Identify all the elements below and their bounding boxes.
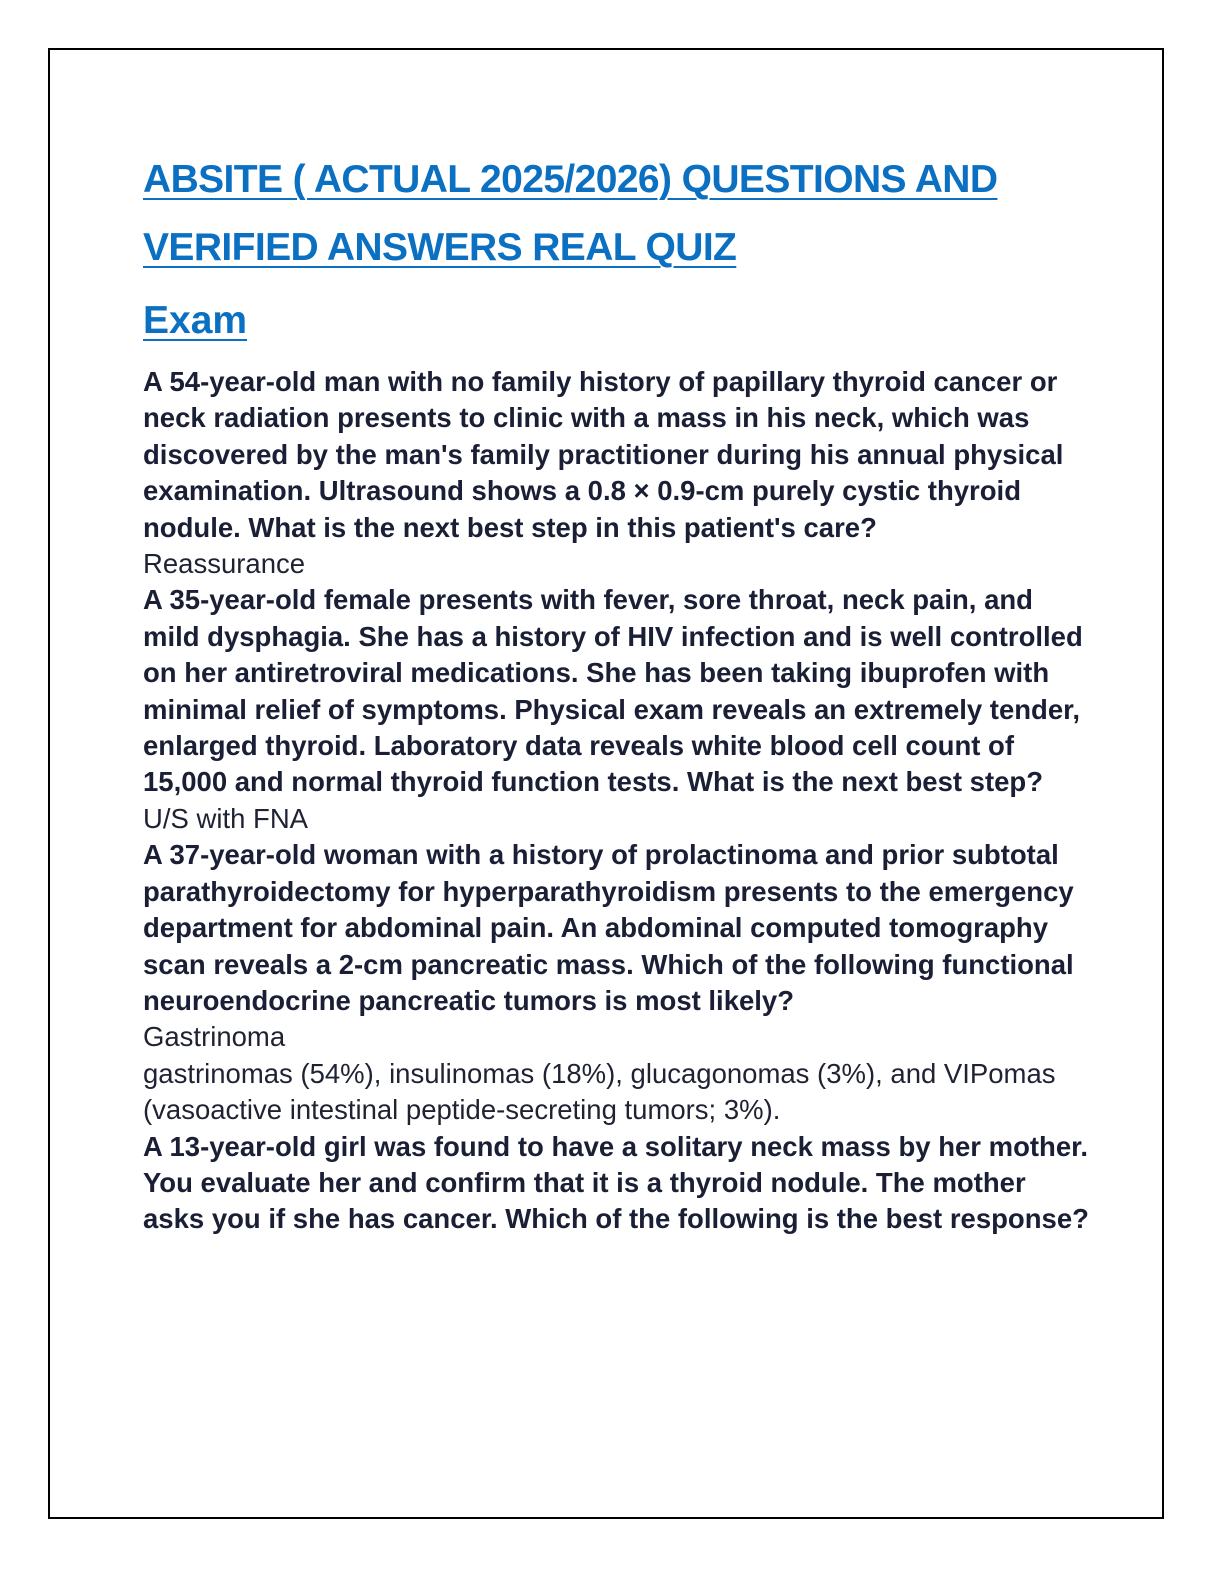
explanation-text: gastrinomas (54%), insulinomas (18%), glucagonomas (3%), and VIPomas (vasoactive intestinal peptide-secreting tumors; 3%). xyxy=(143,1057,1056,1126)
question-text: A 54-year-old man with no family history of papillary thyroid cancer or neck radiation presents to clinic with a mass in his neck, which was discovered by the man's family practitioner during his annual physical examination. Ultrasound shows a 0.8 × 0.9-cm purely cystic thyroid nodule. What is the next best step in this patient's care? xyxy=(143,366,1064,543)
title-line-1: ABSITE ( ACTUAL 2025/2026) QUESTIONS AND xyxy=(143,158,998,201)
answer-text: Gastrinoma xyxy=(143,1021,286,1053)
qa-item-3 xyxy=(143,837,1093,1128)
question-text: A 35-year-old female presents with fever, sore throat, neck pain, and mild dysphagia. She has a history of HIV infection and is well controlled on her antiretroviral medications. She has been taking ibuprofen with minimal relief of symptoms. Physical exam reveals an extremely tender, enlarged thyroid. Laboratory data reveals white blood cell count of 15,000 and normal thyroid function tests. What is the next best step? xyxy=(143,584,1083,798)
qa-item-2 xyxy=(143,582,1093,837)
document-title xyxy=(143,146,1093,282)
qa-item-4 xyxy=(143,1129,1093,1238)
qa-list xyxy=(143,364,1093,1238)
qa-item-1 xyxy=(143,364,1093,582)
document-body xyxy=(143,146,1093,1238)
question-text: A 37-year-old woman with a history of prolactinoma and prior subtotal parathyroidectomy for hyperparathyroidism presents to the emergency department for abdominal pain. An abdominal computed tomography scan reveals a 2-cm pancreatic mass. Which of the following functional neuroendocrine pancreatic tumors is most likely? xyxy=(143,839,1074,1016)
question-text: A 13-year-old girl was found to have a solitary neck mass by her mother. You evaluate her and confirm that it is a thyroid nodule. The mother asks you if she has cancer. Which of the following is the best response? xyxy=(143,1130,1089,1235)
title-line-2: VERIFIED ANSWERS REAL QUIZ xyxy=(143,226,737,269)
document-subtitle: Exam xyxy=(143,299,248,342)
answer-text: Reassurance xyxy=(143,548,306,580)
answer-text: U/S with FNA xyxy=(143,802,309,834)
